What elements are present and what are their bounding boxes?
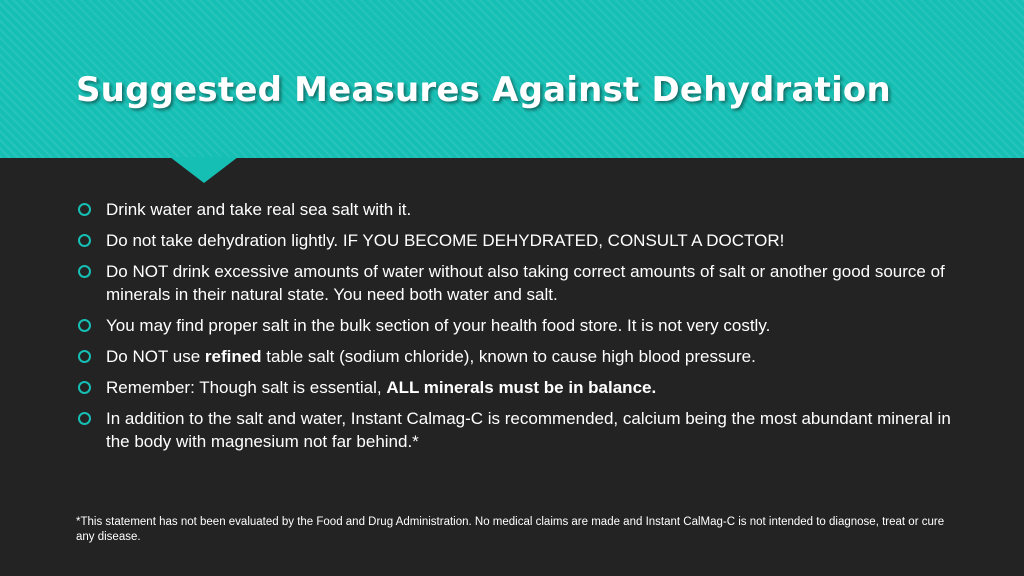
- bullet-item: [78, 198, 958, 221]
- bullet-item: [78, 229, 958, 252]
- bullet-list: [78, 198, 958, 461]
- bullet-text: Do not take dehydration lightly. IF YOU BECOME DEHYDRATED, CONSULT A DOCTOR!: [106, 231, 785, 250]
- bullet-text: Do NOT drink excessive amounts of water without also taking correct amounts of salt or another good source of minerals in their natural state. You need both water and salt.: [106, 262, 945, 304]
- footnote-disclaimer: *This statement has not been evaluated by the Food and Drug Administration. No medical claims are made and Instant CalMag-C is not intended to diagnose, treat or cure any disease.: [76, 516, 945, 543]
- hollow-circle-icon: [78, 350, 91, 363]
- hollow-circle-icon: [78, 265, 91, 278]
- hollow-circle-icon: [78, 381, 91, 394]
- bullet-text-before: Do NOT use: [106, 347, 205, 366]
- bullet-text-before: Remember: Though salt is essential,: [106, 378, 387, 397]
- bullet-item: [78, 407, 958, 453]
- bullet-text: Drink water and take real sea salt with it.: [106, 200, 412, 219]
- bullet-text: In addition to the salt and water, Instant Calmag-C is recommended, calcium being the most abundant mineral in the body with magnesium not far behind.*: [106, 409, 951, 451]
- hollow-circle-icon: [78, 203, 91, 216]
- bullet-item: [78, 376, 958, 399]
- bullet-item: [78, 314, 958, 337]
- banner-notch: [170, 157, 238, 183]
- bullet-text-after: table salt (sodium chloride), known to cause high blood pressure.: [261, 347, 756, 366]
- bullet-emphasis: ALL minerals must be in balance.: [386, 378, 657, 397]
- title-banner: [0, 0, 1024, 158]
- slide-title: Suggested Measures Against Dehydration: [76, 70, 891, 110]
- bullet-emphasis: refined: [204, 347, 262, 366]
- bullet-text: You may find proper salt in the bulk section of your health food store. It is not very costly.: [106, 316, 771, 335]
- bullet-item: [78, 345, 958, 368]
- hollow-circle-icon: [78, 412, 91, 425]
- hollow-circle-icon: [78, 319, 91, 332]
- hollow-circle-icon: [78, 234, 91, 247]
- bullet-item: [78, 260, 958, 306]
